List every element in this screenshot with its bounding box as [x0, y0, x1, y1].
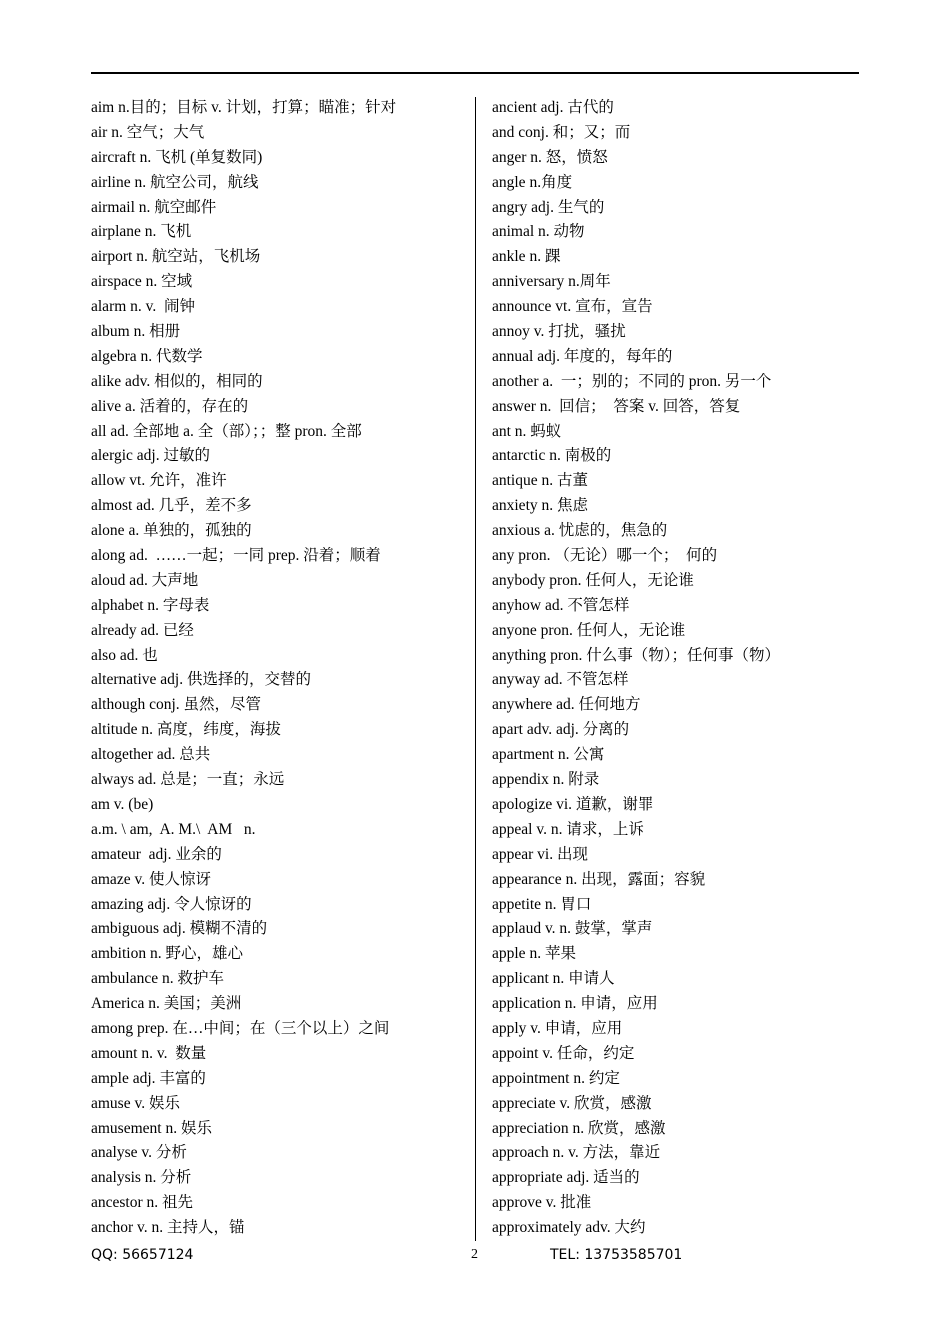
word-entry: although conj. 虽然，尽管: [91, 696, 262, 714]
word-entry: animal n. 动物: [492, 223, 585, 241]
word-entry: amount n. v. 数量: [91, 1044, 207, 1062]
word-entry: amaze v. 使人惊讶: [91, 870, 211, 888]
word-entry: analysis n. 分析: [91, 1169, 192, 1187]
word-entry: airmail n. 航空邮件: [91, 198, 217, 216]
word-entry: all ad. 全部地 a. 全（部）；；整 pron. 全部: [91, 422, 362, 440]
word-entry: America n. 美国；美洲: [91, 995, 242, 1013]
column-divider: [475, 97, 476, 1241]
word-entry: apple n. 苹果: [492, 945, 576, 963]
word-entry: airport n. 航空站，飞机场: [91, 248, 261, 266]
word-entry: approach n. v. 方法，靠近: [492, 1144, 661, 1162]
word-entry: anxious a. 忧虑的，焦急的: [492, 522, 668, 540]
footer-qq: QQ: 56657124: [91, 1247, 194, 1263]
word-entry: alone a. 单独的，孤独的: [91, 522, 252, 540]
word-entry: answer n. 回信； 答案 v. 回答，答复: [492, 397, 741, 415]
word-entry: alphabet n. 字母表: [91, 596, 210, 614]
word-entry: anyone pron. 任何人，无论谁: [492, 621, 686, 639]
word-entry: alternative adj. 供选择的，交替的: [91, 671, 311, 689]
word-entry: appoint v. 任命，约定: [492, 1044, 635, 1062]
word-entry: airplane n. 飞机: [91, 223, 192, 241]
word-entry: announce vt. 宣布，宣告: [492, 298, 653, 316]
word-entry: aloud ad. 大声地: [91, 571, 199, 589]
word-entry: anyway ad. 不管怎样: [492, 671, 629, 689]
word-entry: anxiety n. 焦虑: [492, 497, 588, 515]
word-entry: ancestor n. 祖先: [91, 1194, 194, 1212]
right-word-column: [492, 96, 862, 1241]
word-entry: ambulance n. 救护车: [91, 970, 225, 988]
word-entry: appropriate adj. 适当的: [492, 1169, 640, 1187]
word-entry: appearance n. 出现，露面；容貌: [492, 870, 706, 888]
word-entry: ambiguous adj. 模糊不清的: [91, 920, 268, 938]
word-entry: alergic adj. 过敏的: [91, 447, 210, 465]
word-entry: amazing adj. 令人惊讶的: [91, 895, 252, 913]
word-entry: altogether ad. 总共: [91, 746, 211, 764]
word-entry: appreciate v. 欣赏，感激: [492, 1094, 652, 1112]
word-entry: appeal v. n. 请求，上诉: [492, 820, 644, 838]
word-entry: aim n.目的；目标 v. 计划，打算；瞄准；针对: [91, 99, 397, 116]
word-entry: approximately adv. 大约: [492, 1219, 646, 1237]
word-entry: altitude n. 高度，纬度，海拔: [91, 721, 281, 739]
word-entry: among prep. 在…中间；在（三个以上）之间: [91, 1019, 390, 1037]
word-entry: any pron. （无论）哪一个； 何的: [492, 547, 718, 565]
word-entry: album n. 相册: [91, 323, 181, 341]
left-word-column: [91, 96, 469, 1241]
word-entry: analyse v. 分析: [91, 1144, 187, 1162]
word-entry: ant n. 蚂蚁: [492, 422, 562, 440]
word-entry: ample adj. 丰富的: [91, 1069, 206, 1087]
word-entry: antique n. 古董: [492, 472, 588, 490]
word-entry: apartment n. 公寓: [492, 746, 605, 764]
word-entry: amusement n. 娱乐: [91, 1119, 212, 1137]
word-entry: anchor v. n. 主持人，锚: [91, 1219, 245, 1237]
word-entry: airspace n. 空域: [91, 273, 193, 291]
word-entry: also ad. 也: [91, 646, 158, 664]
word-entry: appetite n. 胃口: [492, 895, 592, 913]
word-entry: angle n.角度: [492, 173, 573, 191]
word-entry: and conj. 和；又；而: [492, 123, 631, 141]
word-entry: anniversary n.周年: [492, 273, 611, 291]
word-entry: alarm n. v. 闹钟: [91, 298, 196, 316]
word-entry: am v. (be): [91, 795, 154, 813]
word-entry: air n. 空气；大气: [91, 123, 205, 141]
word-entry: angry adj. 生气的: [492, 198, 605, 216]
word-entry: airline n. 航空公司，航线: [91, 173, 259, 191]
word-entry: appendix n. 附录: [492, 771, 600, 789]
word-entry: antarctic n. 南极的: [492, 447, 612, 465]
word-entry: already ad. 已经: [91, 621, 194, 639]
word-entry: annual adj. 年度的，每年的: [492, 347, 673, 365]
word-entry: appear vi. 出现: [492, 845, 588, 863]
word-entry: apart adv. adj. 分离的: [492, 721, 630, 739]
word-entry: amuse v. 娱乐: [91, 1094, 180, 1112]
word-entry: ambition n. 野心，雄心: [91, 945, 243, 963]
word-entry: anger n. 怒，愤怒: [492, 148, 608, 166]
footer-tel: TEL: 13753585701: [550, 1247, 683, 1263]
word-entry: anything pron. 什么事（物）；任何事（物）: [492, 646, 781, 664]
page-number: 2: [471, 1247, 478, 1262]
word-entry: another a. 一；别的；不同的 pron. 另一个: [492, 372, 772, 390]
word-entry: approve v. 批准: [492, 1194, 592, 1212]
word-entry: along ad. ……一起；一同 prep. 沿着；顺着: [91, 547, 381, 565]
word-entry: algebra n. 代数学: [91, 347, 203, 365]
word-entry: applicant n. 申请人: [492, 970, 615, 988]
word-entry: apologize vi. 道歉，谢罪: [492, 795, 654, 813]
word-entry: anywhere ad. 任何地方: [492, 696, 641, 714]
word-entry: ancient adj. 古代的: [492, 99, 614, 116]
word-entry: applaud v. n. 鼓掌，掌声: [492, 920, 653, 938]
word-entry: apply v. 申请，应用: [492, 1019, 623, 1037]
word-entry: almost ad. 几乎，差不多: [91, 497, 252, 515]
word-entry: appointment n. 约定: [492, 1069, 620, 1087]
word-entry: annoy v. 打扰，骚扰: [492, 323, 626, 341]
word-entry: appreciation n. 欣赏，感激: [492, 1119, 666, 1137]
word-entry: ankle n. 踝: [492, 248, 561, 266]
word-entry: anyhow ad. 不管怎样: [492, 596, 630, 614]
word-entry: application n. 申请，应用: [492, 995, 658, 1013]
word-entry: a.m. \ am, A. M.\ AM n.: [91, 820, 256, 838]
word-entry: amateur adj. 业余的: [91, 845, 222, 863]
word-entry: allow vt. 允许，准许: [91, 472, 227, 490]
word-entry: aircraft n. 飞机 (单复数同): [91, 148, 263, 166]
word-entry: always ad. 总是；一直；永远: [91, 771, 285, 789]
header-rule: [91, 72, 859, 74]
word-entry: anybody pron. 任何人，无论谁: [492, 571, 694, 589]
word-entry: alike adv. 相似的，相同的: [91, 372, 263, 390]
word-entry: alive a. 活着的，存在的: [91, 397, 249, 415]
